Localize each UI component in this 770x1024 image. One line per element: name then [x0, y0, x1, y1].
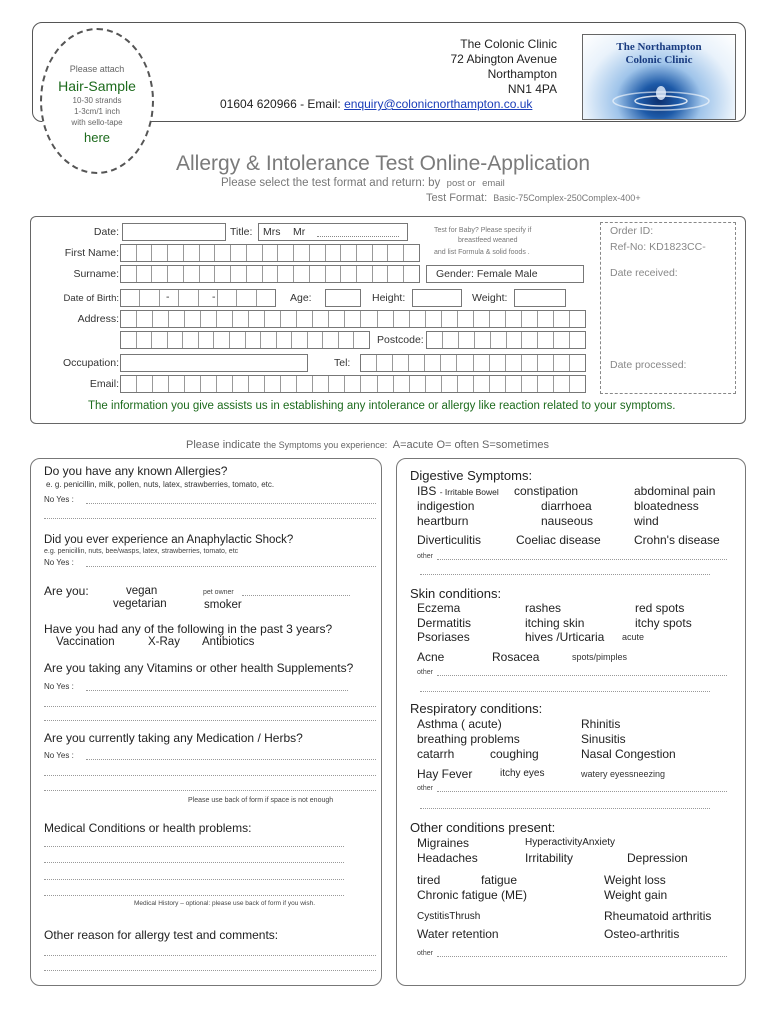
skin-other-label: other — [417, 669, 433, 676]
symptom-migraines[interactable]: Migraines — [417, 836, 470, 850]
test-format-options[interactable]: Basic-75Complex-250Complex-400+ — [493, 193, 641, 203]
symptom-nauseous[interactable]: nauseous — [541, 514, 594, 528]
baby-line1: Test for Baby? Please specify if — [434, 227, 532, 234]
hair-sample-oval — [40, 28, 154, 174]
title-other-line — [317, 236, 399, 237]
info-statement: The information you give assists us in establishing any intolerance or allergy like reaction related to your symptoms. — [88, 400, 676, 412]
conditions-line4[interactable] — [44, 895, 344, 896]
medical-history-note: Medical History – optional: please use back of form if you wish. — [134, 900, 316, 907]
dob-field[interactable] — [120, 289, 276, 307]
title-field[interactable] — [258, 223, 408, 241]
option-pet-owner[interactable]: pet owner — [203, 589, 234, 596]
respiratory-other-line2[interactable] — [420, 808, 710, 809]
symptom-ibs[interactable] — [417, 485, 499, 497]
symptom-breathing[interactable]: breathing problems — [417, 732, 520, 746]
digestive-other-label: other — [417, 553, 433, 560]
allergies-line1[interactable] — [86, 503, 376, 504]
gender-options[interactable]: Gender: Female Male — [436, 268, 538, 280]
symptom-crohns[interactable]: Crohn's disease — [634, 533, 720, 547]
q-allergies: Do you have any known Allergies? — [44, 464, 228, 478]
symptom-key-a: Please indicate — [186, 439, 261, 451]
tel-field[interactable] — [360, 354, 586, 372]
symptom-fatigue[interactable]: fatigue — [481, 873, 518, 887]
hair-sample-label: Hair-Sample — [58, 78, 136, 94]
ibs-full: - Irritable Bowel — [439, 487, 499, 497]
q-anaphylactic-eg: e.g. penicillin, nuts, bee/wasps, latex, strawberries, tomato, etc — [44, 548, 239, 555]
symptom-acne[interactable]: Acne — [417, 650, 445, 664]
email-field[interactable] — [120, 375, 586, 393]
clinic-postcode: NN1 4PA — [507, 82, 557, 96]
page-title: Allergy & Intolerance Test Online-Application — [176, 152, 591, 175]
symptom-weight-gain[interactable]: Weight gain — [604, 888, 668, 902]
logo-line1: The Northampton — [616, 41, 702, 53]
respiratory-other-line1[interactable] — [437, 791, 727, 792]
symptom-eczema[interactable]: Eczema — [417, 601, 461, 615]
baby-line3: and list Formula & solid foods . — [434, 249, 530, 256]
clinic-address1: 72 Abington Avenue — [450, 52, 557, 66]
water-drop-icon — [583, 35, 737, 121]
symptom-itching-skin[interactable]: itching skin — [525, 616, 585, 630]
symptom-itchy-spots[interactable]: itchy spots — [635, 616, 692, 630]
logo-line2: Colonic Clinic — [625, 54, 693, 66]
allergies-no-yes[interactable]: No Yes : — [44, 495, 74, 504]
option-smoker[interactable]: smoker — [204, 599, 242, 611]
anaphylactic-line[interactable] — [86, 566, 376, 567]
option-antibiotics[interactable]: Antibiotics — [202, 636, 255, 648]
email-label: Email: — [89, 378, 119, 390]
age-label: Age: — [290, 292, 312, 304]
symptom-catarrh[interactable]: catarrh — [417, 747, 455, 761]
option-vegetarian[interactable]: vegetarian — [113, 598, 167, 610]
address-label: Address: — [77, 313, 119, 325]
hair-line4: 1-3cm/1 inch — [74, 107, 120, 116]
q-vitamins: Are you taking any Vitamins or other health Supplements? — [44, 661, 354, 675]
weight-label: Weight: — [472, 292, 508, 304]
age-field[interactable] — [325, 289, 361, 307]
symptom-constipation[interactable]: constipation — [514, 484, 579, 498]
symptom-key — [186, 440, 549, 451]
other-reason-line1[interactable] — [44, 955, 376, 956]
postcode-field[interactable] — [426, 331, 586, 349]
symptom-water-retention[interactable]: Water retention — [417, 927, 499, 941]
symptom-abdominal-pain[interactable]: abdominal pain — [634, 484, 716, 498]
hair-line6: here — [83, 130, 111, 145]
symptom-tired[interactable]: tired — [417, 873, 441, 887]
option-vegan[interactable]: vegan — [126, 585, 158, 597]
q-other-reason: Other reason for allergy test and comments: — [44, 928, 279, 942]
dob-dash2: - — [212, 291, 216, 303]
symptom-diarrhoea[interactable]: diarrhoea — [541, 499, 592, 513]
other-conditions-line[interactable] — [437, 956, 727, 957]
hair-line5: with sello-tape — [71, 118, 123, 127]
return-instruction — [221, 178, 505, 190]
symptom-chronic-fatigue[interactable]: Chronic fatigue (ME) — [417, 888, 528, 902]
gender-field[interactable] — [426, 265, 584, 283]
symptom-coughing[interactable]: coughing — [490, 747, 539, 761]
hair-line1: Please attach — [69, 64, 125, 74]
q-medication: Are you currently taking any Medication / Herbs? — [44, 731, 303, 745]
clinic-contact — [220, 98, 532, 110]
order-id-label: Order ID: — [610, 225, 654, 237]
test-format-label: Test Format: — [426, 192, 488, 204]
option-xray[interactable]: X-Ray — [148, 636, 180, 648]
symptom-hyperactivity-anxiety[interactable]: HyperactivityAnxiety — [525, 837, 616, 848]
vitamins-line1[interactable] — [86, 690, 348, 691]
symptom-psoriases[interactable]: Psoriases — [417, 630, 470, 644]
symptom-rosacea[interactable]: Rosacea — [492, 650, 540, 664]
skin-other-line2[interactable] — [420, 691, 710, 692]
skin-other-line1[interactable] — [437, 675, 727, 676]
allergies-line2[interactable] — [44, 518, 376, 519]
clinic-name: The Colonic Clinic — [460, 37, 557, 51]
vitamins-line2[interactable] — [44, 706, 376, 707]
option-vaccination[interactable]: Vaccination — [56, 636, 115, 648]
respiratory-heading: Respiratory conditions: — [410, 701, 543, 716]
conditions-line3[interactable] — [44, 879, 344, 880]
digestive-heading: Digestive Symptoms: — [410, 468, 533, 483]
symptom-irritability[interactable]: Irritability — [525, 851, 574, 865]
tel-label: Tel: — [334, 357, 351, 369]
q-past-3-years: Have you had any of the following in the past 3 years? — [44, 622, 333, 636]
clinic-phone: 01604 620966 - Email: — [220, 97, 345, 111]
symptom-itchy-eyes[interactable]: itchy eyes — [500, 768, 545, 779]
symptom-coeliac[interactable]: Coeliac disease — [516, 533, 601, 547]
symptom-dermatitis[interactable]: Dermatitis — [417, 616, 472, 630]
symptom-rhinitis[interactable]: Rhinitis — [581, 717, 621, 731]
surname-field[interactable] — [120, 265, 420, 283]
address-line1-field[interactable] — [120, 310, 586, 328]
symptom-weight-loss[interactable]: Weight loss — [604, 873, 666, 887]
symptom-red-spots[interactable]: red spots — [635, 601, 685, 615]
symptom-wind[interactable]: wind — [634, 514, 659, 528]
symptom-asthma[interactable]: Asthma ( acute) — [417, 717, 502, 731]
symptom-rashes[interactable]: rashes — [525, 601, 562, 615]
symptom-osteo-arthritis[interactable]: Osteo-arthritis — [604, 927, 680, 941]
ibs-label: IBS — [417, 484, 437, 498]
respiratory-other-label: other — [417, 785, 433, 792]
dob-dash1: - — [166, 291, 170, 303]
medication-line3[interactable] — [44, 790, 376, 791]
conditions-line1[interactable] — [44, 846, 344, 847]
clinic-email-link[interactable]: enquiry@colonicnorthampton.co.uk — [344, 97, 533, 111]
symptom-depression[interactable]: Depression — [627, 851, 688, 865]
hair-line3: 10-30 strands — [72, 96, 122, 105]
digestive-other-line1[interactable] — [437, 559, 727, 560]
medication-line1[interactable] — [86, 759, 376, 760]
dob-label: Date of Birth: — [63, 293, 119, 304]
other-conditions-other-label: other — [417, 950, 433, 957]
vitamins-line3[interactable] — [44, 720, 376, 721]
postcode-label: Postcode: — [377, 334, 424, 346]
other-conditions-heading: Other conditions present: — [410, 820, 556, 835]
symptom-diverticulitis[interactable]: Diverticulitis — [417, 533, 482, 547]
symptom-sinusitis[interactable]: Sinusitis — [581, 732, 626, 746]
symptom-headaches[interactable]: Headaches — [417, 851, 478, 865]
back-of-form-note: Please use back of form if space is not enough — [188, 797, 334, 804]
q-allergies-eg: e. g. penicillin, milk, pollen, nuts, latex, strawberries, tomato, etc. — [46, 480, 275, 489]
are-you-label: Are you: — [44, 584, 89, 598]
height-field[interactable] — [412, 289, 462, 307]
symptom-bloatedness[interactable]: bloatedness — [634, 499, 699, 513]
q-anaphylactic: Did you ever experience an Anaphylactic Shock? — [44, 534, 294, 546]
date-field[interactable] — [122, 223, 226, 241]
return-post[interactable]: post or — [446, 178, 476, 189]
date-label: Date: — [93, 226, 119, 238]
medication-line2[interactable] — [44, 775, 376, 776]
other-reason-line2[interactable] — [44, 970, 376, 971]
weight-field[interactable] — [514, 289, 566, 307]
symptom-key-c: A=acute O= often S=sometimes — [392, 439, 549, 451]
symptom-hives[interactable]: hives /Urticaria — [525, 630, 605, 644]
conditions-line2[interactable] — [44, 862, 344, 863]
title-mrs[interactable]: Mrs — [263, 226, 281, 238]
height-label: Height: — [372, 292, 406, 304]
surname-label: Surname: — [73, 268, 119, 280]
ref-no-label: Ref-No: KD1823CC- — [610, 241, 706, 253]
symptom-heartburn[interactable]: heartburn — [417, 514, 469, 528]
test-format — [426, 193, 641, 204]
symptom-watery-eyes[interactable]: watery eyessneezing — [581, 769, 666, 779]
occupation-label: Occupation: — [62, 357, 119, 369]
first-name-label: First Name: — [64, 247, 119, 259]
return-email[interactable]: email — [482, 178, 505, 189]
symptom-key-b: the Symptoms you experience: — [263, 440, 388, 450]
hives-acute[interactable]: acute — [622, 632, 645, 642]
return-text: Please select the test format and return: by — [221, 177, 441, 189]
medication-no-yes[interactable]: No Yes : — [44, 751, 74, 760]
symptom-rheumatoid-arthritis[interactable]: Rheumatoid arthritis — [604, 909, 712, 923]
symptom-nasal-congestion[interactable]: Nasal Congestion — [581, 747, 676, 761]
anaphylactic-no-yes[interactable]: No Yes : — [44, 558, 74, 567]
title-mr[interactable]: Mr — [293, 226, 306, 238]
first-name-field[interactable] — [120, 244, 420, 262]
title-label: Title: — [230, 226, 253, 238]
skin-heading: Skin conditions: — [410, 586, 502, 601]
baby-line2: breastfeed weaned — [458, 237, 518, 244]
occupation-field[interactable] — [120, 354, 308, 372]
pet-owner-line[interactable] — [242, 595, 350, 596]
clinic-address2: Northampton — [487, 67, 557, 81]
digestive-other-line2[interactable] — [420, 574, 710, 575]
date-received-label: Date received: — [610, 267, 678, 279]
symptom-hay-fever[interactable]: Hay Fever — [417, 767, 473, 781]
clinic-logo — [582, 34, 736, 120]
symptom-cystitis-thrush[interactable]: CystitisThrush — [417, 911, 481, 922]
q-medical-conditions: Medical Conditions or health problems: — [44, 821, 252, 835]
vitamins-no-yes[interactable]: No Yes : — [44, 682, 74, 691]
symptom-spots-pimples[interactable]: spots/pimples — [572, 652, 628, 662]
date-processed-label: Date processed: — [610, 359, 687, 371]
address-line2-field[interactable] — [120, 331, 370, 349]
symptom-indigestion[interactable]: indigestion — [417, 499, 475, 513]
